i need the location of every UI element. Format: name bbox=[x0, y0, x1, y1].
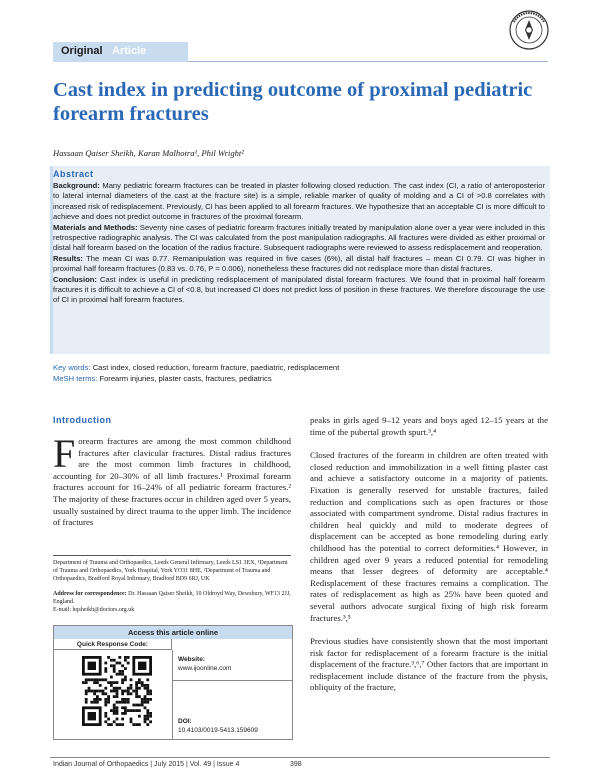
mesh-text: Forearm injuries, plaster casts, fractures, pediatrics bbox=[99, 374, 272, 383]
abstract-heading: Abstract bbox=[53, 169, 94, 179]
results-text: The mean CI was 0.77. Remanipulation was required in five cases (6%), all distal half fractures – mean CI 0.79. CI was higher in proximal half forearm fractures (0.83 vs. 0.76, P = 0.006), nonetheless these fractures did not redisplace more than distal fractures. bbox=[53, 253, 545, 274]
mesh-label: MeSH terms: bbox=[53, 374, 98, 383]
header-rule bbox=[188, 61, 548, 62]
intro-left-column bbox=[53, 431, 291, 529]
correspondence bbox=[53, 590, 291, 614]
access-online-box bbox=[53, 625, 293, 740]
correspondence-label: Address for correspondence: bbox=[53, 591, 127, 597]
methods-text: Seventy nine cases of pediatric forearm fractures initially treated by manipulation alone over a year were included in this retrospective radiographic analysis. The CI was calculated from the post manipulation radiographs. All fractures were divided as either proximal or distal half forearm based on the location of the radius fracture. Subsequent radiographs were reviewed to assess redisplacement and reoperation. bbox=[53, 222, 545, 253]
access-divider bbox=[172, 650, 173, 740]
intro-right-paragraph-2: Closed fractures of the forearm in children are often treated with closed reduction and immobilization in a well fitting plaster cast and achieve a satisfactory outcome in a majority of patients. Fixation is generally reserved for unstable fractures, failed reduction and complications such as open fractures or those associated with compartment syndrome. Distal radius fractures in children heal quickly and mild to moderate degrees of displacement can be accepted as bone remodeling during early childhood has the potential to correct deformities.⁴ However, in children aged over 9 years a reduced potential for remodeling means that lesser degrees of deformity are acceptable.⁴ Redisplacement of these fractures remains a complication. The rates of redisplacement as high as 25% have been quoted and several authors advocate surgical fixing of high risk forearm fractures.³,⁵ bbox=[310, 450, 548, 623]
conclusion-label: Conclusion: bbox=[53, 274, 97, 284]
intro-right-paragraph-1: peaks in girls aged 9–12 years and boys aged 12–15 years at the time of the pubertal growth spurt.³,⁴ bbox=[310, 415, 548, 437]
email-address[interactable]: hqsheikh@doctors.org.uk bbox=[72, 607, 135, 613]
affiliations: Department of Trauma and Orthopaedics, Leeds General Infirmary, Leeds LS1 3EX, ¹Department of Trauma and Orthopaedics, York Hospital, York YO31 8HE, ²Department of Trauma and Orthopaedics, Bradford Royal Infirmary, Bradford BD9 6RJ, UK bbox=[53, 555, 291, 583]
authors: Hassaan Qaiser Sheikh, Karan Malhotra¹, Phil Wright² bbox=[53, 148, 244, 158]
abstract-body bbox=[53, 181, 545, 306]
keywords-block bbox=[53, 362, 543, 384]
journal-seal-logo bbox=[508, 8, 550, 54]
intro-left-text: orearm fractures are among the most common childhood fractures after clavicular fractures. Distal radius fractures are the most common limb fractures in childhood, accounting for 20–30% of all limb fractures.¹ Proximal forearm fractures account for 16–24% of all pediatric forearm fractures.² The majority of these fractures occur in children aged over 5 years, usually sustained by direct trauma to the upper limb. The incidence of fractures bbox=[53, 436, 291, 528]
article-type-tag bbox=[53, 42, 188, 62]
methods-label: Materials and Methods: bbox=[53, 222, 138, 232]
intro-right-paragraph-3: Previous studies have consistently shown that the most important risk factor for redisplacement of a forearm fracture is the initial displacement of the fracture.³,⁶,⁷ Other factors that are important in redisplacement include distance of the fracture from the physis, obliquity of the fracture, bbox=[310, 636, 548, 693]
access-header: Access this article online bbox=[54, 626, 292, 639]
keywords-text: Cast index, closed reduction, forearm fracture, paediatric, redisplacement bbox=[92, 363, 340, 372]
results-label: Results: bbox=[53, 253, 83, 263]
intro-paragraph-1 bbox=[53, 431, 291, 529]
article-type-word2: Article bbox=[112, 45, 147, 57]
access-hdivider bbox=[173, 680, 292, 681]
article-title: Cast index in predicting outcome of proximal pediatric forearm fractures bbox=[53, 79, 533, 125]
article-type-word1: Original bbox=[61, 45, 103, 57]
background-label: Background: bbox=[53, 181, 100, 190]
introduction-heading: Introduction bbox=[53, 415, 112, 425]
journal-footer: Indian Journal of Orthopaedics | July 2015 | Vol. 49 | Issue 4 bbox=[53, 761, 240, 768]
page-number: 398 bbox=[290, 761, 302, 768]
mesh-line bbox=[53, 373, 543, 384]
qr-label: Quick Response Code: bbox=[54, 639, 172, 650]
keywords-label: Key words: bbox=[53, 363, 91, 372]
intro-right-column bbox=[310, 415, 548, 694]
abstract-results bbox=[53, 254, 545, 275]
conclusion-text: Cast index is useful in predicting redisplacement of manipulated distal forearm fractures. We found that in proximal half forearm fractures it is difficult to achieve a CI of <0.8, but increased CI does not predict loss of position in these fractures. We therefore discourage the use of CI in proximal half forearm fractures. bbox=[53, 274, 545, 305]
abstract-conclusion bbox=[53, 275, 545, 306]
doi-value[interactable]: 10.4103/0019-5413.159609 bbox=[178, 727, 258, 734]
background-text: Many pediatric forearm fractures can be treated in plaster following closed reduction. The cast index (CI, a ratio of anteroposterior to lateral internal diameters of the cast at the fracture site) is a simple, reliable marker of quality of molding and a CI of >0.8 correlates with increased risk of redisplacement. Previously, CI has been applied to all forearm fractures. We hypothesize that an acceptable CI is more difficult to achieve and does not predict outcome in fractures of the proximal forearm. bbox=[53, 181, 545, 222]
drop-cap: F bbox=[53, 431, 76, 476]
abstract-methods bbox=[53, 223, 545, 254]
qr-code-icon[interactable] bbox=[82, 656, 152, 726]
keywords-line bbox=[53, 362, 543, 373]
abstract-background bbox=[53, 181, 545, 223]
doi-label: DOI: bbox=[178, 718, 192, 725]
footer-rule bbox=[50, 757, 550, 758]
correspondence-text: Dr. Hassaan Qaiser Sheikh, 10 Oldroyd Way, Dewsbury, WF13 2JJ, England. bbox=[53, 591, 291, 605]
email-label: E-mail: bbox=[53, 607, 71, 613]
website-link[interactable]: www.ijoonline.com bbox=[178, 665, 232, 672]
website-label: Website: bbox=[178, 656, 205, 663]
